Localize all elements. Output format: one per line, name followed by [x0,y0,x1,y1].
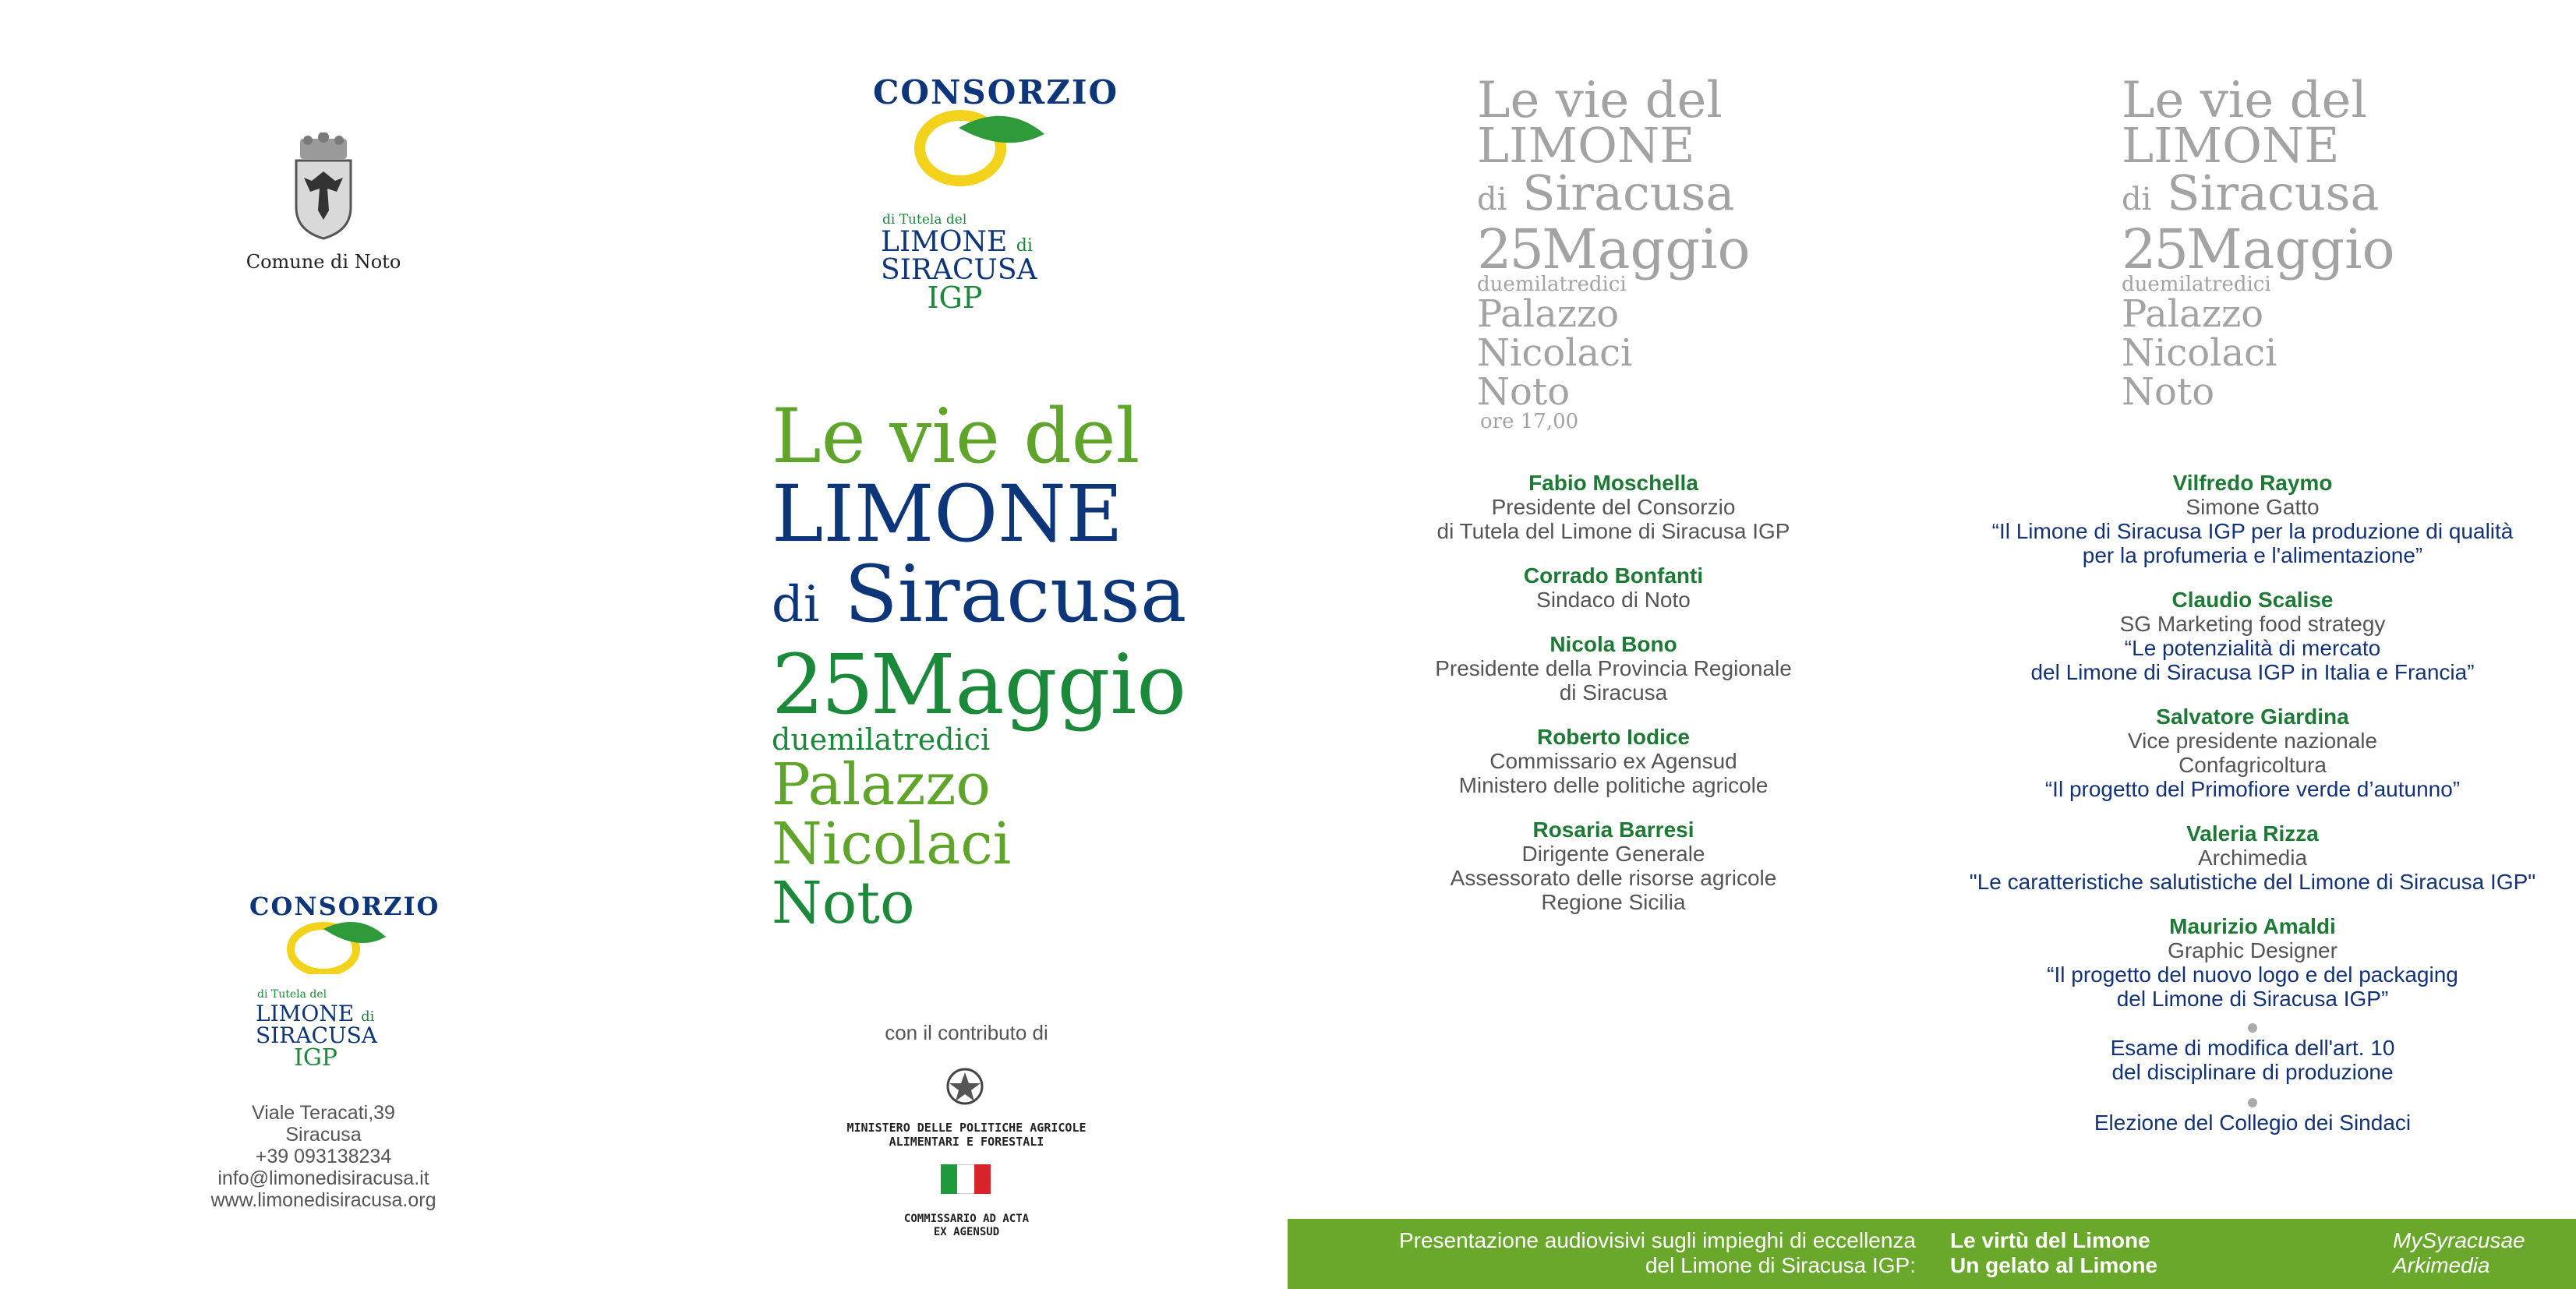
title-time: ore 17,00 [1480,410,1579,433]
banner-left [1288,1219,1916,1278]
title-venue2: Nicolaci [2122,331,2277,375]
bullet-dot-icon [2248,1098,2257,1107]
speaker-block [1380,632,1847,705]
title-line1: Le vie del [2122,72,2367,129]
crest-icon [288,132,359,242]
logo-sub4: IGP [927,281,983,315]
title-month: Maggio [2186,217,2395,281]
banner-left-line2: del Limone di Siracusa IGP: [1645,1253,1916,1277]
consorzio-logo-small [249,888,440,1075]
speaker-role: Vice presidente nazionale [2127,729,2378,753]
banner-mid-line2: Un gelato al Limone [1950,1253,2158,1277]
logo-sub1: di Tutela del [882,212,967,228]
contact-web[interactable]: www.limonedisiracusa.org [210,1189,436,1211]
contact-phone: +39 093138234 [255,1146,392,1167]
speaker-role: Dirigente Generale [1521,842,1705,866]
speaker-talk: del Limone di Siracusa IGP” [2116,987,2389,1011]
panel3-title [1477,72,1789,433]
agenda-text: del disciplinare di produzione [2111,1060,2394,1084]
title-line3a: di [2122,182,2152,217]
speaker-role: di Tutela del Limone di Siracusa IGP [1436,519,1790,543]
title-venue2: Nicolaci [1477,331,1633,375]
title-venue2: Nicolaci [772,810,1012,878]
banner-mid-line1: Le virtù del Limone [1950,1228,2150,1252]
agenda-text: Esame di modifica dell'art. 10 [2110,1036,2395,1060]
speaker-name: Valeria Rizza [2186,821,2319,846]
logo-sub1: di Tutela del [257,988,327,1001]
republic-emblem-icon [945,1066,985,1107]
title-venue3: Noto [2122,370,2215,414]
title-line3b: Siracusa [1522,164,1735,221]
speaker-role: Assessorato delle risorse agricole [1450,866,1777,890]
title-line3a: di [772,576,820,634]
speaker-block [1380,725,1847,797]
speaker-name: Vilfredo Raymo [2172,471,2333,495]
cover-title [772,393,1208,937]
banner-left-line1: Presentazione audiovisivi sugli impieghi di eccellenza [1398,1228,1916,1252]
speaker-block [1380,563,1847,612]
title-year: duemilatredici [1477,273,1627,296]
speaker-name: Claudio Scalise [2171,588,2334,612]
speaker-name: Maurizio Amaldi [2169,914,2336,938]
speaker-name: Salvatore Giardina [2156,705,2349,729]
speaker-role: Regione Sicilia [1541,890,1686,914]
speaker-role: Presidente del Consorzio [1491,495,1736,519]
title-line1: Le vie del [772,393,1140,480]
speaker-block [1380,471,1847,543]
ministry-label [795,1121,1138,1149]
speaker-talk: del Limone di Siracusa IGP in Italia e Francia” [2030,660,2475,684]
title-year: duemilatredici [772,722,991,757]
title-line1: Le vie del [1477,72,1723,129]
speaker-name: Corrado Bonfanti [1523,563,1704,588]
speaker-block [1933,821,2572,894]
logo-sub3: SIRACUSA [256,1022,377,1048]
logo-sub2: LIMONE [256,1001,355,1026]
title-venue1: Palazzo [772,751,991,818]
logo-sub2: LIMONE [881,226,1008,258]
speaker-block [1380,818,1847,914]
panel4-title [2122,72,2433,414]
comune-crest [288,132,359,242]
speaker-talk: “Il Limone di Siracusa IGP per la produzione di qualità [1991,519,2514,543]
logo-arc-text: CONSORZIO [873,73,1119,111]
speaker-role: SG Marketing food strategy [2119,612,2386,636]
logo-sub4: IGP [293,1044,337,1072]
speaker-talk: “Le potenzialità di mercato [2124,636,2381,660]
title-line2: LIMONE [1477,117,1695,174]
speaker-block [1933,588,2572,684]
ministry-line2: ALIMENTARI E FORESTALI [889,1135,1044,1149]
title-venue1: Palazzo [2122,292,2264,336]
title-month: Maggio [870,637,1187,733]
speaker-talk: “Il progetto del Primofiore verde d’autunno” [2044,777,2461,801]
speaker-role: Graphic Designer [2168,938,2337,962]
commissario-line2: EX AGENSUD [933,1226,1000,1238]
speaker-role: Ministero delle politiche agricole [1458,773,1769,797]
title-line3b: Siracusa [2167,164,2380,221]
speaker-block [1933,471,2572,567]
speaker-talk: per la profumeria e l'alimentazione” [2082,543,2423,567]
commissario-label [795,1213,1138,1239]
contact-address: Viale Teracati,39 [252,1102,395,1124]
speaker-role: Simone Gatto [2186,495,2320,519]
speaker-talk: “Il progetto del nuovo logo e del packaging [2047,962,2458,987]
comune-label: Comune di Noto [246,251,401,273]
logo-sub2b: di [361,1008,375,1025]
contact-city: Siracusa [285,1124,362,1146]
title-line3a: di [1477,182,1507,217]
bullet-dot-icon [2248,1023,2257,1033]
speaker-name: Rosaria Barresi [1532,818,1694,842]
speaker-role: Sindaco di Noto [1536,588,1691,612]
speaker-role: di Siracusa [1559,680,1668,705]
speaker-role: Presidente della Provincia Regionale [1435,656,1792,680]
title-line2: LIMONE [772,468,1123,560]
speaker-talk: "Le caratteristiche salutistiche del Limone di Siracusa IGP" [1969,870,2536,894]
bottom-banner [1288,1219,2576,1289]
logo-arc-text: CONSORZIO [249,892,440,921]
banner-right-line1: MySyracusae [2393,1228,2525,1252]
speaker-name: Roberto Iodice [1536,725,1690,749]
title-line2: LIMONE [2122,117,2340,174]
speaker-block [1933,914,2572,1011]
agenda-text: Elezione del Collegio dei Sindaci [2094,1111,2412,1135]
title-year: duemilatredici [2122,273,2271,296]
consorzio-logo-large [873,70,1119,315]
speaker-block [1933,705,2572,801]
speaker-role: Archimedia [2197,846,2308,870]
title-line3b: Siracusa [844,549,1187,640]
banner-mid [1950,1219,2262,1278]
speaker-role: Confagricoltura [2178,753,2327,777]
commissario-line1: COMMISSARIO AD ACTA [903,1213,1030,1225]
title-venue3: Noto [772,870,915,937]
title-day: 25 [772,637,871,733]
title-day: 25 [2122,217,2187,281]
speaker-name: Fabio Moschella [1528,471,1698,495]
contact-block [179,1102,468,1211]
italian-flag-icon [941,1164,991,1194]
speaker-role: Commissario ex Agensud [1489,749,1737,773]
speakers-right-list [1933,471,2572,1155]
title-day: 25 [1477,217,1542,281]
agenda-item [1933,1036,2572,1084]
logo-sub3: SIRACUSA [881,254,1037,286]
banner-right [2393,1219,2564,1278]
title-month: Maggio [1542,217,1751,281]
title-venue1: Palazzo [1477,292,1620,336]
speakers-left-list [1380,471,1847,934]
logo-sub2b: di [1016,236,1033,256]
agenda-item [1933,1111,2572,1135]
banner-right-line2: Arkimedia [2393,1253,2490,1277]
ministry-line1: MINISTERO DELLE POLITICHE AGRICOLE [846,1121,1087,1135]
sponsor-intro: con il contributo di [885,1021,1048,1044]
title-venue3: Noto [1477,370,1571,414]
contact-email[interactable]: info@limonedisiracusa.it [217,1167,429,1189]
speaker-name: Nicola Bono [1549,632,1677,656]
